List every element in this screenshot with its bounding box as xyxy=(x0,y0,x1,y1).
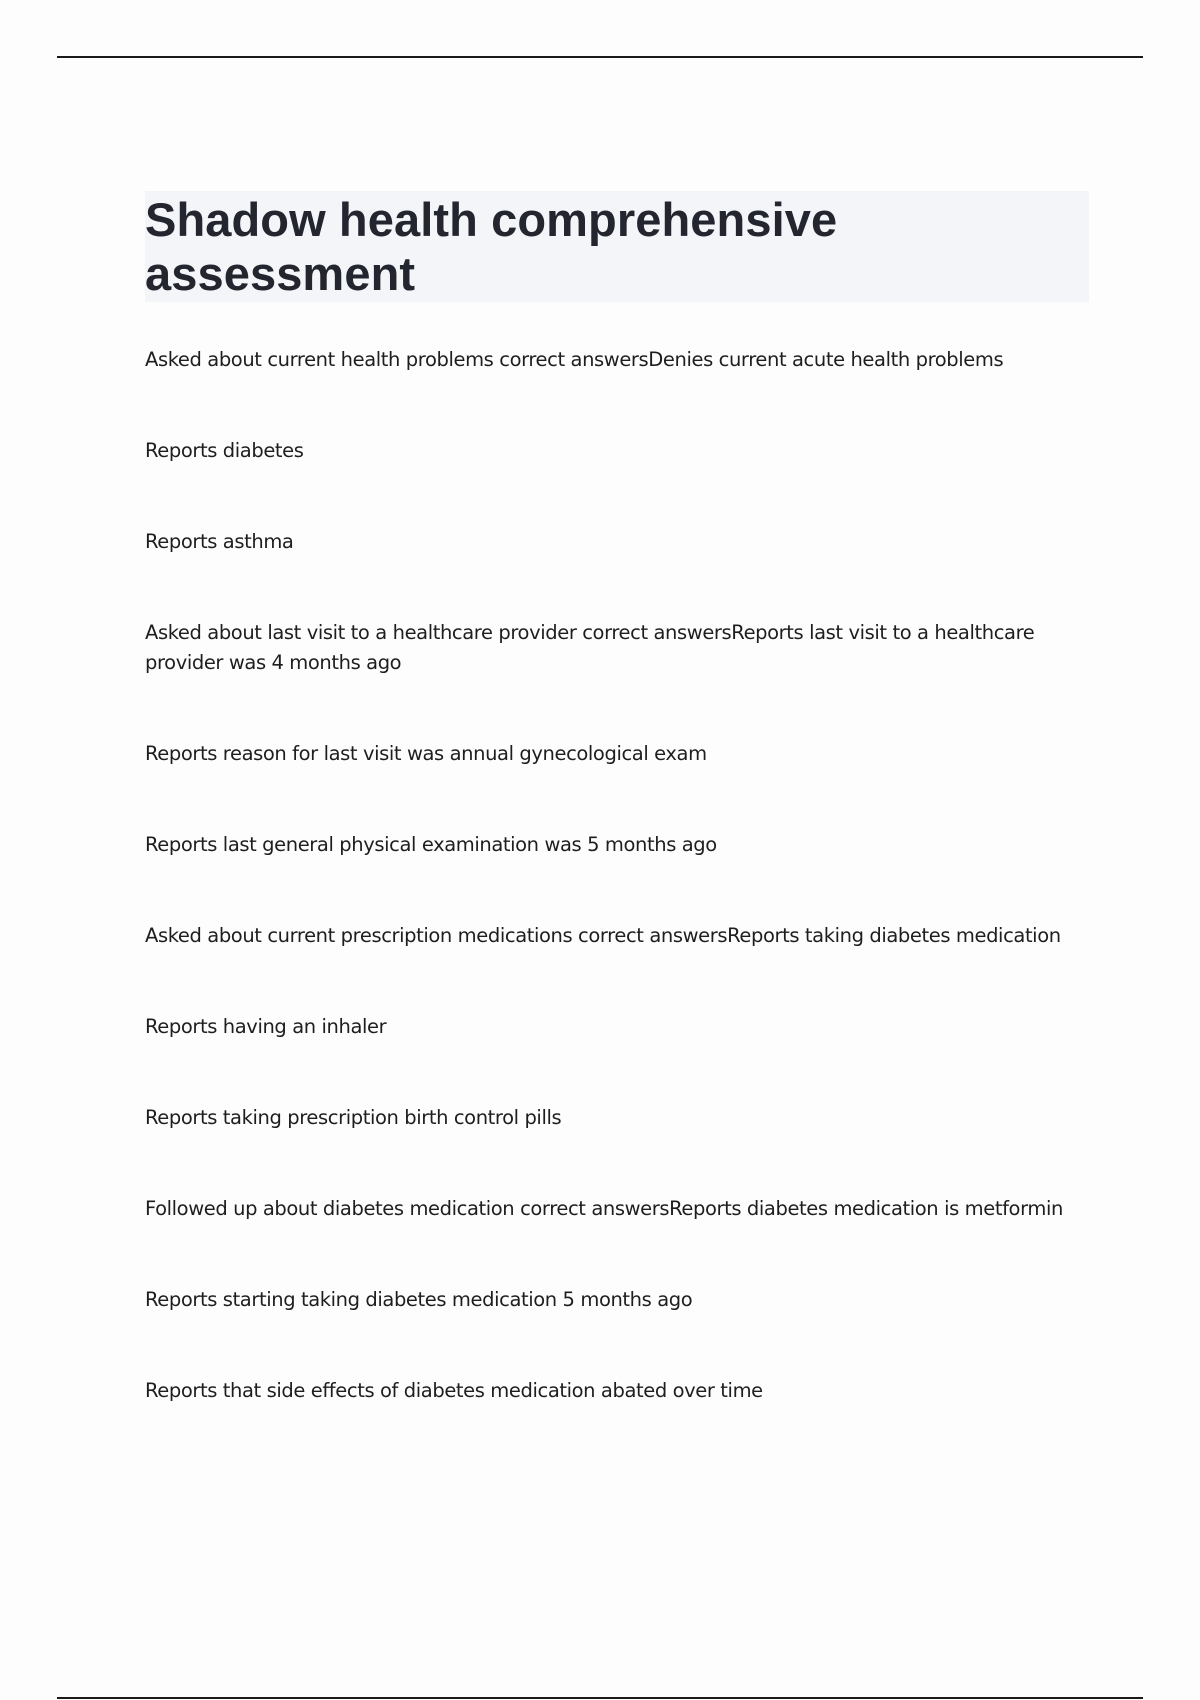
title-banner xyxy=(145,191,1089,302)
page-title: Shadow health comprehensive assessment xyxy=(145,193,838,300)
list-item: Reports taking prescription birth control pills xyxy=(145,1106,562,1129)
list-item: Reports that side effects of diabetes medication abated over time xyxy=(145,1379,763,1402)
list-item: Reports asthma xyxy=(145,530,294,553)
list-item: Reports starting taking diabetes medication 5 months ago xyxy=(145,1288,693,1311)
assessment-list xyxy=(145,345,1095,1467)
list-item: Asked about current health problems correct answersDenies current acute health problems xyxy=(145,348,1004,371)
list-item: Asked about current prescription medications correct answersReports taking diabetes medication xyxy=(145,924,1061,947)
list-item: Reports reason for last visit was annual gynecological exam xyxy=(145,742,707,765)
header-divider xyxy=(57,56,1143,58)
list-item: Followed up about diabetes medication correct answersReports diabetes medication is metformin xyxy=(145,1197,1063,1220)
list-item: Asked about last visit to a healthcare provider correct answersReports last visit to a healthcare provider was 4 months ago xyxy=(145,621,1035,674)
list-item: Reports diabetes xyxy=(145,439,304,462)
list-item: Reports having an inhaler xyxy=(145,1015,387,1038)
footer-divider xyxy=(57,1697,1143,1699)
list-item: Reports last general physical examination was 5 months ago xyxy=(145,833,717,856)
